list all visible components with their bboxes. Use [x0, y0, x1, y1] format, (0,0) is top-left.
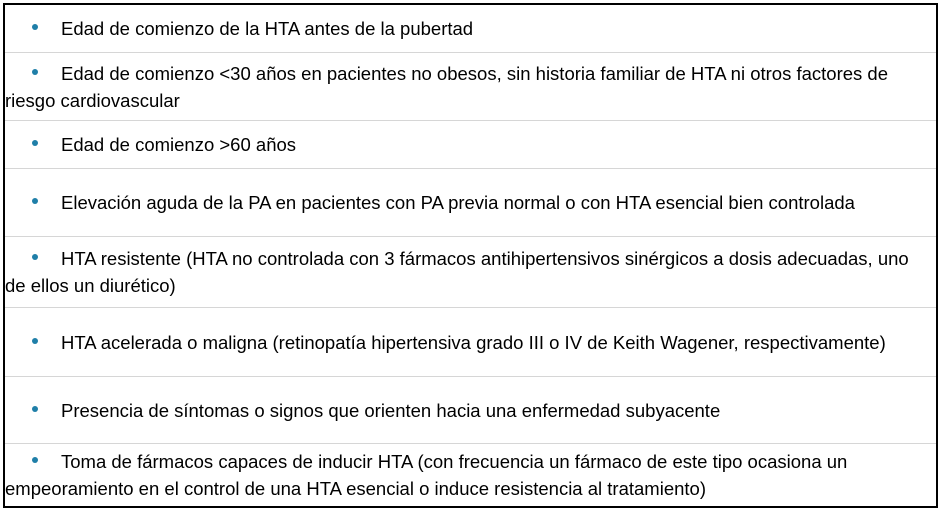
- row-text: [5, 131, 296, 158]
- criteria-table: [3, 3, 938, 508]
- bullet-icon: [5, 189, 61, 216]
- table-row: [5, 169, 936, 237]
- table-row: [5, 121, 936, 169]
- row-text: [5, 15, 473, 42]
- table-row: [5, 237, 936, 308]
- row-text: [5, 329, 886, 356]
- bullet-icon: [5, 245, 61, 272]
- row-label: Edad de comienzo <30 años en pacientes no obesos, sin historia familiar de HTA ni otros factores de riesgo cardiovascular: [5, 62, 888, 111]
- bullet-icon: [5, 60, 61, 87]
- bullet-icon: [5, 329, 61, 356]
- table-row: [5, 377, 936, 444]
- row-label: Toma de fármacos capaces de inducir HTA (con frecuencia un fármaco de este tipo ocasiona un empeoramiento en el control de una HTA esencial o induce resistencia al tratamiento): [5, 451, 848, 499]
- row-label: Edad de comienzo >60 años: [61, 134, 297, 155]
- bullet-icon: [5, 131, 61, 158]
- bullet-icon: [5, 448, 61, 475]
- row-label: Presencia de síntomas o signos que orienten hacia una enfermedad subyacente: [61, 399, 721, 421]
- row-label: HTA resistente (HTA no controlada con 3 fármacos antihipertensivos sinérgicos a dosis adecuadas, uno de ellos un diurético): [5, 248, 909, 296]
- table-row: [5, 53, 936, 121]
- row-text: [5, 189, 855, 216]
- table-row: [5, 444, 936, 506]
- table-row: [5, 5, 936, 53]
- row-text: [5, 448, 928, 502]
- table-row: [5, 308, 936, 377]
- row-text: [5, 60, 928, 114]
- row-label: Edad de comienzo de la HTA antes de la pubertad: [61, 18, 474, 39]
- row-text: [5, 245, 928, 299]
- row-text: [5, 397, 720, 424]
- bullet-icon: [5, 15, 61, 42]
- bullet-icon: [5, 397, 61, 424]
- row-label: HTA acelerada o maligna (retinopatía hipertensiva grado III o IV de Keith Wagener, respectivamente): [61, 331, 886, 353]
- row-label: Elevación aguda de la PA en pacientes con PA previa normal o con HTA esencial bien controlada: [61, 192, 855, 213]
